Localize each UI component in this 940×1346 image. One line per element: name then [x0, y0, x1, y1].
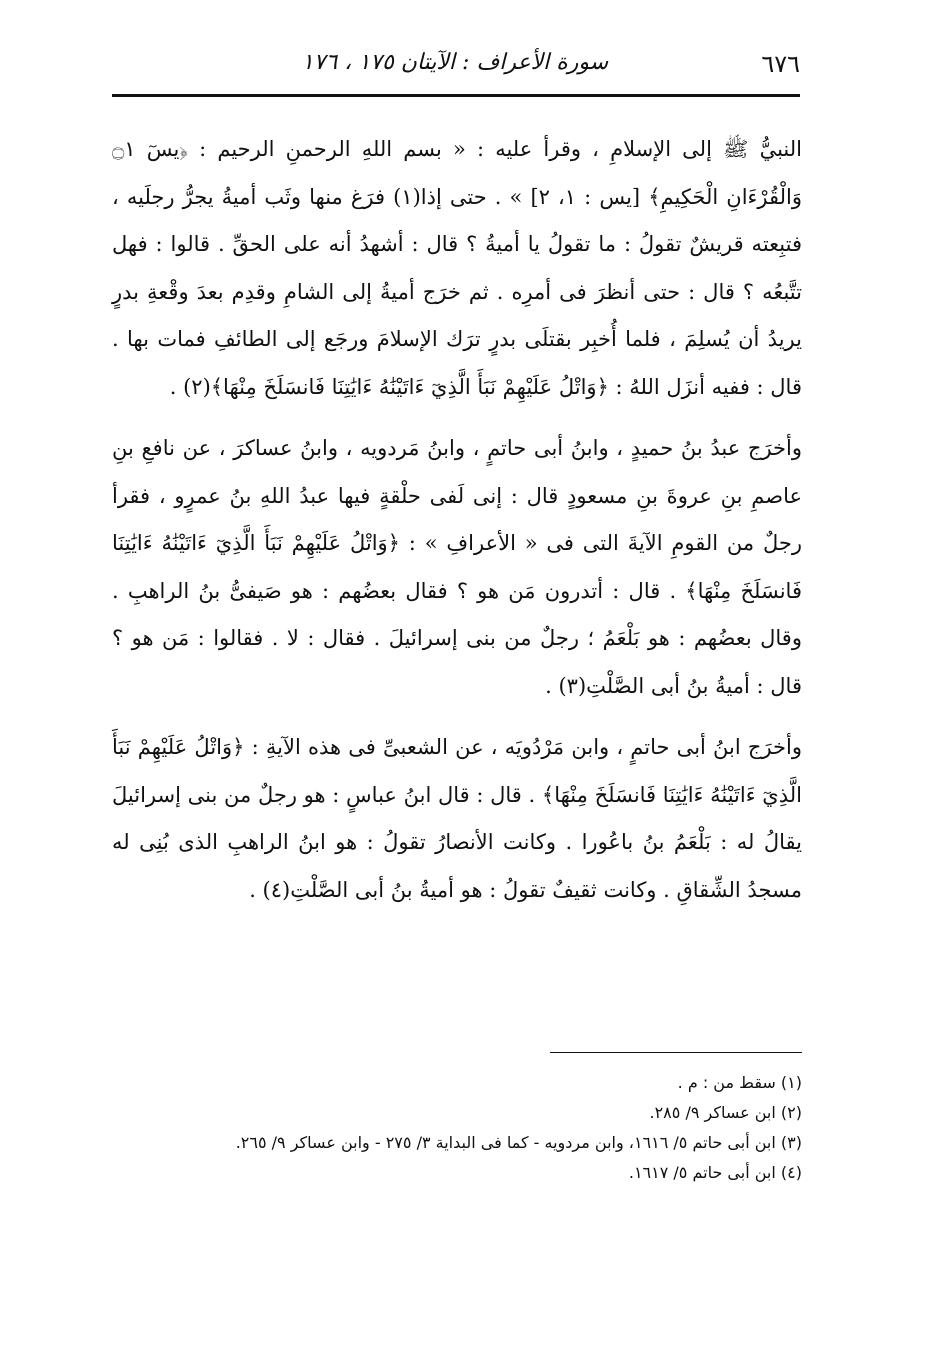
paragraph-2: وأخرَج عبدُ بنُ حميدٍ ، وابنُ أبى حاتمٍ ، وابنُ مَردويه ، وابنُ عساكرَ ، عن نافعِ بنِ عاصمِ بنِ عروةَ بنِ مسعودٍ قال : إنى لَفى حلْقةٍ فيها عبدُ اللهِ بنُ عمرٍو ، فقرأ رجلٌ من القومِ الآيةَ التى فى « الأعرافِ » : ﴿وَاتْلُ عَلَيْهِمْ نَبَأَ الَّذِيٓ ءَاتَيْنَٰهُ ءَايَٰتِنَا فَانسَلَخَ مِنْهَا﴾ . قال : أتدرون مَن هو ؟ فقال بعضُهم : هو صَيفىُّ بنُ الراهبِ . وقال بعضُهم : هو بَلْعَمُ ؛ رجلٌ من بنى إسرائيلَ . فقال : لا . فقالوا : مَن هو ؟ قال : أميةُ بنُ أبى الصَّلْتِ(٣) . — [112, 436, 802, 698]
paragraph-1: النبيُّ ﷺ إلى الإسلامِ ، وقرأ عليه : « بسم اللهِ الرحمنِ الرحيم : ﴿يسٓ ۝١ وَالْقُرْءَانِ الْحَكِيمِ﴾ [يس : ١، ٢] » . حتى إذا(١) فرَغ منها وثَب أميةُ يجرُّ رجلَيه ، فتبِعته قريشٌ تقولُ : ما تقولُ يا أميةُ ؟ قال : أشهدُ أنه على الحقِّ . قالوا : فهل تتَّبعُه ؟ قال : حتى أنظرَ فى أمرِه . ثم خرَج أميةُ إلى الشامِ وقدِم بعدَ وقْعةِ بدرٍ يريدُ أن يُسلِمَ ، فلما أُخبِر بقتلَى بدرٍ ترَك الإسلامَ ورجَع إلى الطائفِ فمات بها . قال : ففيه أنزَل اللهُ : ﴿وَاتْلُ عَلَيْهِمْ نَبَأَ الَّذِيٓ ءَاتَيْنَٰهُ ءَايَٰتِنَا فَانسَلَخَ مِنْهَا﴾(٢) . — [112, 137, 803, 399]
header-rule — [112, 94, 800, 97]
paragraph-3: وأخرَج ابنُ أبى حاتمٍ ، وابن مَرْدُويَه ، عن الشعبىِّ فى هذه الآيةِ : ﴿وَاتْلُ عَلَيْهِمْ نَبَأَ الَّذِيٓ ءَاتَيْنَٰهُ ءَايَٰتِنَا فَانسَلَخَ مِنْهَا﴾ . قال : قال ابنُ عباسٍ : هو رجلٌ من بنى إسرائيلَ يقالُ له : بَلْعَمُ بنُ باعُورا . وكانت الأنصارُ تقولُ : هو ابنُ الراهبِ الذى بُنِى له مسجدُ الشِّقاقِ . وكانت ثقيفٌ تقولُ : هو أميةُ بنُ أبى الصَّلْتِ(٤) . — [112, 735, 802, 902]
footnote-2: (٢) ابن عساكر ٩/ ٢٨٥. — [649, 1103, 802, 1122]
footnotes — [112, 1068, 802, 1188]
footnote-4: (٤) ابن أبى حاتم ٥/ ١٦١٧. — [628, 1163, 802, 1182]
page-number: ٦٧٦ — [761, 50, 800, 78]
footnote-rule — [550, 1052, 802, 1053]
page-header — [110, 44, 800, 88]
running-title: سورة الأعراف : الآيتان ١٧٥ ، ١٧٦ — [301, 50, 609, 75]
footnote-3: (٣) ابن أبى حاتم ٥/ ١٦١٦، وابن مردويه - كما فى البداية ٣/ ٢٧٥ - وابن عساكر ٩/ ٢٦٥. — [235, 1133, 802, 1152]
main-text — [112, 126, 802, 928]
footnote-1: (١) سقط من : م . — [677, 1073, 802, 1092]
